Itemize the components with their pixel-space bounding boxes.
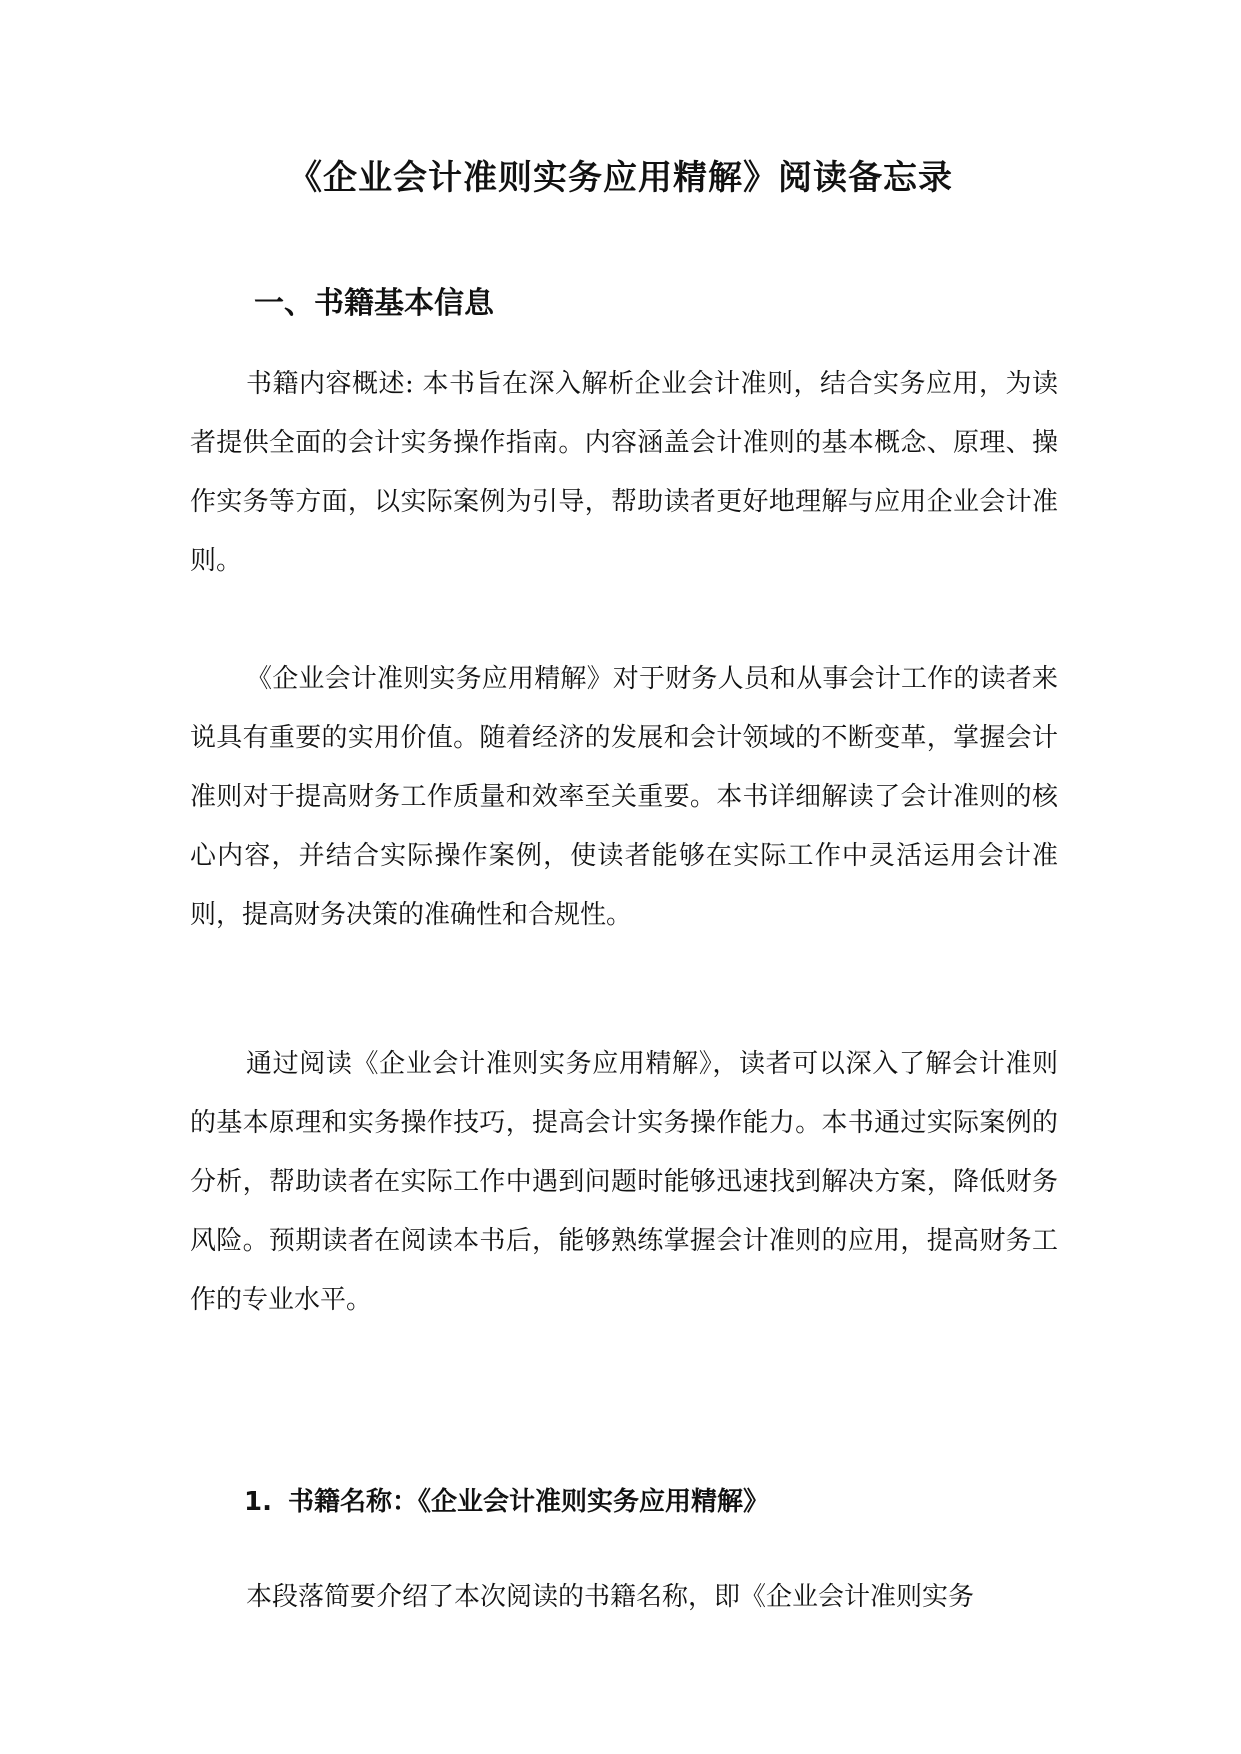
section-heading-basic-info: 一、书籍基本信息	[254, 286, 494, 321]
paragraph-book-name-intro: 本段落简要介绍了本次阅读的书籍名称，即《企业会计准则实务	[246, 1582, 975, 1612]
subsection-number: 1.	[244, 1487, 272, 1517]
document-title: 《企业会计准则实务应用精解》阅读备忘录	[288, 158, 953, 198]
paragraph-reading-benefits: 通过阅读《企业会计准则实务应用精解》，读者可以深入了解会计准则的基本原理和实务操作技巧，提高会计实务操作能力。本书通过实际案例的分析，帮助读者在实际工作中遇到问题时能够迅速找到解决方案，降低财务风险。预期读者在阅读本书后，能够熟练掌握会计准则的应用，提高财务工作的专业水平。	[190, 1049, 1058, 1315]
paragraph-practical-value: 《企业会计准则实务应用精解》对于财务人员和从事会计工作的读者来说具有重要的实用价值。随着经济的发展和会计领域的不断变革，掌握会计准则对于提高财务工作质量和效率至关重要。本书详细解读了会计准则的核心内容，并结合实际操作案例，使读者能够在实际工作中灵活运用会计准则，提高财务决策的准确性和合规性。	[190, 664, 1058, 930]
subsection-heading-book-name	[244, 1477, 769, 1527]
subsection-heading-text: 书籍名称：《企业会计准则实务应用精解》	[288, 1487, 770, 1517]
paragraph-content-overview: 书籍内容概述: 本书旨在深入解析企业会计准则，结合实务应用，为读者提供全面的会计实务操作指南。内容涵盖会计准则的基本概念、原理、操作实务等方面，以实际案例为引导，帮助读者更好地理解与应用企业会计准则。	[190, 369, 1058, 576]
